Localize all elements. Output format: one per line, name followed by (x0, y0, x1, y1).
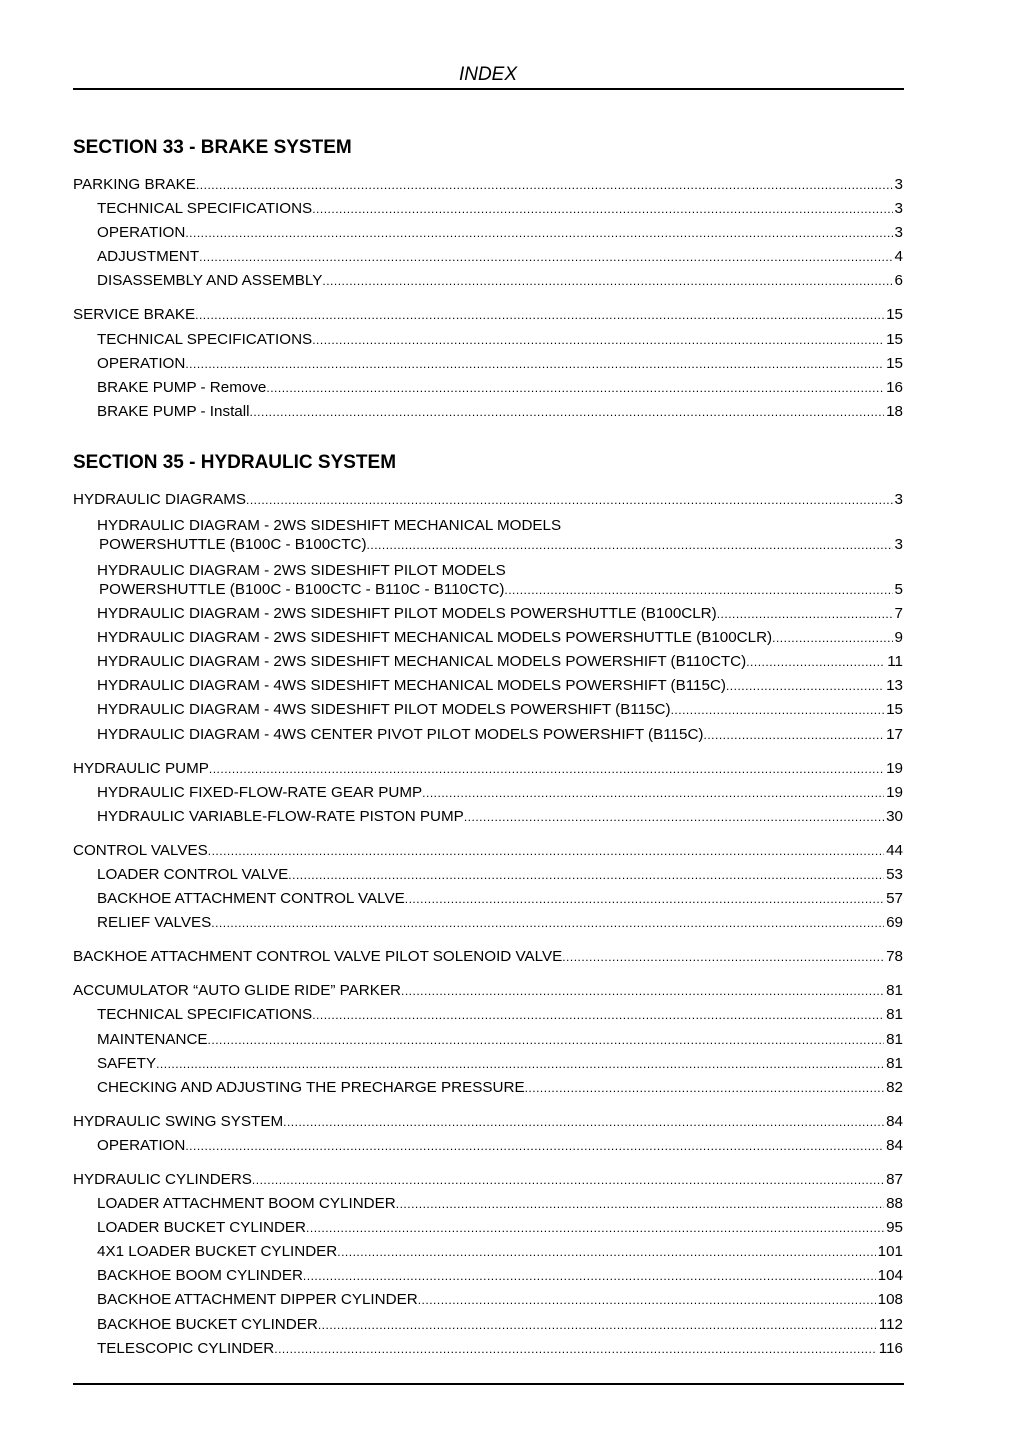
toc-subentry[interactable] (73, 224, 903, 248)
dot-leader (303, 1269, 876, 1283)
toc-page-number: 16 (886, 378, 903, 396)
dot-leader (266, 381, 884, 395)
toc-page-number: 44 (886, 841, 903, 859)
toc-entry-label: CHECKING AND ADJUSTING THE PRECHARGE PRESSURE (97, 1078, 525, 1096)
dot-leader (337, 1245, 875, 1259)
toc-page-number: 3 (894, 490, 903, 508)
toc-page-number: 7 (894, 605, 903, 623)
toc-entry[interactable] (73, 491, 903, 515)
dot-leader (671, 703, 885, 717)
toc-entry-label: CONTROL VALVES (73, 841, 208, 859)
dot-leader (252, 1173, 884, 1187)
toc-page-number: 30 (886, 807, 903, 825)
section-title: SECTION 33 - BRAKE SYSTEM (73, 137, 352, 158)
toc-entry-label: HYDRAULIC DIAGRAM - 2WS SIDESHIFT MECHANICAL MODELS (97, 517, 562, 535)
toc-page-number: 104 (877, 1267, 903, 1285)
toc-subentry[interactable] (73, 784, 903, 808)
toc-page-number: 78 (886, 948, 903, 966)
toc-entry-label: BACKHOE ATTACHMENT CONTROL VALVE PILOT SOLENOID VALVE (73, 948, 563, 966)
dot-leader (185, 226, 892, 240)
toc-entry-label: HYDRAULIC SWING SYSTEM (73, 1112, 284, 1130)
toc-entry[interactable] (73, 306, 903, 330)
toc-page-number: 11 (887, 653, 903, 671)
toc-page-number: 13 (886, 677, 903, 695)
toc-entry[interactable] (73, 176, 903, 200)
toc-subentry[interactable] (73, 1055, 903, 1079)
dot-leader (422, 786, 884, 800)
dot-leader (185, 357, 884, 371)
toc-subentry[interactable] (73, 890, 903, 914)
toc-group (73, 842, 903, 938)
toc-subentry[interactable] (73, 200, 903, 224)
dot-leader (746, 655, 885, 669)
toc-subentry[interactable] (73, 605, 903, 629)
toc-entry[interactable] (73, 1171, 903, 1195)
toc-entry-label: HYDRAULIC DIAGRAM - 4WS SIDESHIFT PILOT MODELS POWERSHIFT (B115C) (97, 701, 671, 719)
toc-page-number: 3 (894, 176, 903, 193)
toc-entry-label: OPERATION (97, 1136, 186, 1154)
toc-page-number: 88 (886, 1195, 903, 1213)
dot-leader (703, 728, 884, 742)
toc-entry[interactable] (73, 982, 903, 1006)
toc-group (73, 176, 903, 296)
toc-page-number: 15 (886, 701, 903, 719)
toc-subentry[interactable] (73, 1137, 903, 1161)
toc-page-number: 53 (886, 865, 903, 883)
dot-leader (726, 679, 884, 693)
dot-leader (246, 493, 893, 507)
toc-page-number: 69 (886, 914, 903, 932)
toc-subentry[interactable] (73, 677, 903, 701)
toc-page-number: 19 (886, 759, 903, 777)
section-title: SECTION 35 - HYDRAULIC SYSTEM (73, 451, 397, 473)
toc-entry-label: HYDRAULIC PUMP (73, 759, 209, 777)
toc-page-number: 18 (886, 402, 903, 420)
toc-page-number: 112 (878, 1315, 903, 1333)
dot-leader (208, 844, 884, 858)
toc-page-number: 81 (886, 1006, 903, 1024)
toc-group (73, 760, 903, 832)
toc-entry-label: TECHNICAL SPECIFICATIONS (97, 330, 313, 348)
toc-subentry[interactable] (73, 914, 903, 938)
dot-leader (196, 178, 893, 192)
toc-entry[interactable] (73, 842, 903, 866)
footer-divider (73, 1383, 904, 1385)
toc-entry-label: RELIEF VALVES (97, 914, 212, 932)
toc-entry-label: BRAKE PUMP - Remove (97, 378, 267, 396)
toc-entry-label: HYDRAULIC CYLINDERS (73, 1171, 252, 1188)
toc-entry-label: MAINTENANCE (97, 1030, 208, 1048)
toc-subentry[interactable] (73, 248, 903, 272)
toc-subentry[interactable] (73, 1031, 903, 1055)
toc-page-number: 15 (886, 330, 903, 348)
toc-subentry[interactable] (73, 1006, 903, 1030)
toc-page-number: 108 (877, 1291, 903, 1309)
toc-page-number: 15 (886, 306, 903, 324)
toc-entry-label: HYDRAULIC DIAGRAM - 2WS SIDESHIFT PILOT MODELS (97, 562, 506, 580)
toc-subentry[interactable] (73, 560, 903, 605)
dot-leader (318, 1318, 877, 1332)
dot-leader (562, 950, 884, 964)
toc-page-number: 57 (886, 890, 903, 908)
toc-page-number: 3 (894, 536, 903, 554)
dot-leader (772, 631, 892, 645)
toc-page-number: 95 (886, 1219, 903, 1237)
toc-group (73, 982, 903, 1102)
dot-leader (211, 916, 884, 930)
section-spacer (73, 437, 903, 451)
toc-page-number: 82 (886, 1078, 903, 1096)
toc-entry-label: HYDRAULIC FIXED-FLOW-RATE GEAR PUMP (97, 783, 423, 801)
toc-page-number: 4 (894, 248, 903, 266)
toc-entry-label: HYDRAULIC DIAGRAM - 2WS SIDESHIFT MECHANICAL MODELS POWERSHIFT (B110CTC) (97, 653, 747, 671)
toc-entry-label: BACKHOE BUCKET CYLINDER (97, 1315, 318, 1333)
dot-leader (209, 762, 884, 776)
toc-subentry[interactable] (73, 866, 903, 890)
toc-subentry[interactable] (73, 1267, 903, 1291)
toc-entry-label: HYDRAULIC DIAGRAMS (73, 490, 246, 508)
dot-leader (405, 892, 884, 906)
dot-leader (401, 984, 884, 998)
toc-page-number: 84 (886, 1112, 903, 1130)
toc-page-number: 84 (886, 1136, 903, 1154)
toc-subentry[interactable] (73, 272, 903, 296)
toc-entry[interactable] (73, 1113, 903, 1137)
toc-subentry[interactable] (73, 1291, 903, 1315)
toc-page-number: 3 (894, 200, 903, 218)
toc-page-number: 81 (886, 1030, 903, 1048)
dot-leader (717, 607, 893, 621)
toc-entry-label: HYDRAULIC DIAGRAM - 2WS SIDESHIFT PILOT MODELS POWERSHUTTLE (B100CLR) (97, 605, 717, 623)
toc-entry-label: BACKHOE ATTACHMENT DIPPER CYLINDER (97, 1291, 418, 1309)
toc-entry-label-continued: POWERSHUTTLE (B100C - B100CTC - B110C - B110CTC) (99, 581, 505, 599)
toc-entry[interactable] (73, 760, 903, 784)
toc-group (73, 306, 903, 426)
toc-entry-label: HYDRAULIC DIAGRAM - 4WS SIDESHIFT MECHANICAL MODELS POWERSHIFT (B115C) (97, 677, 726, 695)
toc-subentry[interactable] (73, 1340, 903, 1364)
toc-entry-label: SERVICE BRAKE (73, 306, 196, 324)
toc-entry-label: ACCUMULATOR “AUTO GLIDE RIDE” PARKER (73, 982, 401, 1000)
toc-entry-label-continued: POWERSHUTTLE (B100C - B100CTC) (99, 536, 367, 554)
toc-page-number: 87 (886, 1171, 903, 1188)
toc-subentry[interactable] (73, 355, 903, 379)
dot-leader (288, 868, 884, 882)
toc-subentry[interactable] (73, 1195, 903, 1219)
toc-subentry[interactable] (73, 701, 903, 725)
toc-page-number: 3 (894, 224, 903, 242)
toc-page-number: 19 (886, 783, 903, 801)
toc-page-number: 5 (894, 581, 903, 599)
dot-leader (322, 274, 892, 288)
dot-leader (199, 250, 892, 264)
toc-subentry[interactable] (73, 1243, 903, 1267)
toc-group (73, 948, 903, 972)
toc-entry-label: HYDRAULIC VARIABLE-FLOW-RATE PISTON PUMP (97, 807, 464, 825)
toc-page-number: 6 (894, 272, 903, 290)
toc-group (73, 491, 903, 750)
toc-page-number: 9 (894, 629, 903, 647)
toc-page-number: 116 (878, 1339, 903, 1357)
toc-entry-label: OPERATION (97, 224, 186, 242)
toc-entry-label: SAFETY (97, 1054, 157, 1072)
toc-entry-label: LOADER ATTACHMENT BOOM CYLINDER (97, 1195, 396, 1213)
toc-entry-label: LOADER BUCKET CYLINDER (97, 1219, 307, 1237)
header-divider (73, 88, 904, 90)
toc-entry-label: DISASSEMBLY AND ASSEMBLY (97, 272, 323, 290)
toc-subentry[interactable] (73, 331, 903, 355)
toc-entry-label: OPERATION (97, 354, 186, 372)
toc-subentry[interactable] (73, 808, 903, 832)
dot-leader (312, 202, 892, 216)
toc-page-number: 17 (886, 725, 903, 743)
page-header-title: INDEX (458, 64, 518, 85)
toc-subentry[interactable] (73, 653, 903, 677)
toc-page-number: 101 (877, 1243, 903, 1261)
toc-group (73, 1171, 903, 1364)
toc-entry-label: ADJUSTMENT (97, 248, 200, 266)
toc-entry[interactable] (73, 948, 903, 972)
toc-entry-label: LOADER CONTROL VALVE (97, 865, 289, 883)
toc-subentry[interactable] (73, 629, 903, 653)
toc-entry-label: HYDRAULIC DIAGRAM - 4WS CENTER PIVOT PILOT MODELS POWERSHIFT (B115C) (97, 725, 704, 743)
toc-entry-label: 4X1 LOADER BUCKET CYLINDER (97, 1243, 338, 1261)
toc-entry-label: HYDRAULIC DIAGRAM - 2WS SIDESHIFT MECHANICAL MODELS POWERSHUTTLE (B100CLR) (97, 629, 773, 647)
toc-entry-label: TELESCOPIC CYLINDER (97, 1339, 275, 1357)
table-of-contents (73, 136, 903, 1374)
toc-page-number: 81 (886, 982, 903, 1000)
dot-leader (504, 583, 892, 597)
toc-entry-label: BACKHOE ATTACHMENT CONTROL VALVE (97, 890, 405, 908)
dot-leader (525, 1081, 885, 1095)
toc-entry-label: BACKHOE BOOM CYLINDER (97, 1267, 303, 1285)
toc-page-number: 81 (886, 1054, 903, 1072)
toc-subentry[interactable] (73, 1079, 903, 1103)
toc-entry-label: PARKING BRAKE (73, 176, 196, 193)
toc-group (73, 1113, 903, 1161)
toc-subentry[interactable] (73, 1219, 903, 1243)
toc-subentry[interactable] (73, 403, 903, 427)
dot-leader (306, 1221, 884, 1235)
toc-entry-label: BRAKE PUMP - Install (97, 402, 250, 420)
dot-leader (208, 1033, 885, 1047)
dot-leader (312, 333, 884, 347)
toc-subentry[interactable] (73, 515, 903, 560)
toc-page-number: 15 (886, 354, 903, 372)
toc-subentry[interactable] (73, 1316, 903, 1340)
toc-entry-label: TECHNICAL SPECIFICATIONS (97, 1006, 313, 1024)
toc-subentry[interactable] (73, 379, 903, 403)
dot-leader (367, 538, 893, 552)
dot-leader (312, 1008, 884, 1022)
dot-leader (274, 1342, 877, 1356)
dot-leader (195, 308, 884, 322)
dot-leader (156, 1057, 884, 1071)
dot-leader (185, 1139, 884, 1153)
dot-leader (418, 1293, 876, 1307)
toc-entry-label: TECHNICAL SPECIFICATIONS (97, 200, 313, 218)
dot-leader (283, 1115, 884, 1129)
toc-subentry[interactable] (73, 726, 903, 750)
dot-leader (396, 1197, 884, 1211)
dot-leader (249, 405, 884, 419)
dot-leader (464, 810, 884, 824)
